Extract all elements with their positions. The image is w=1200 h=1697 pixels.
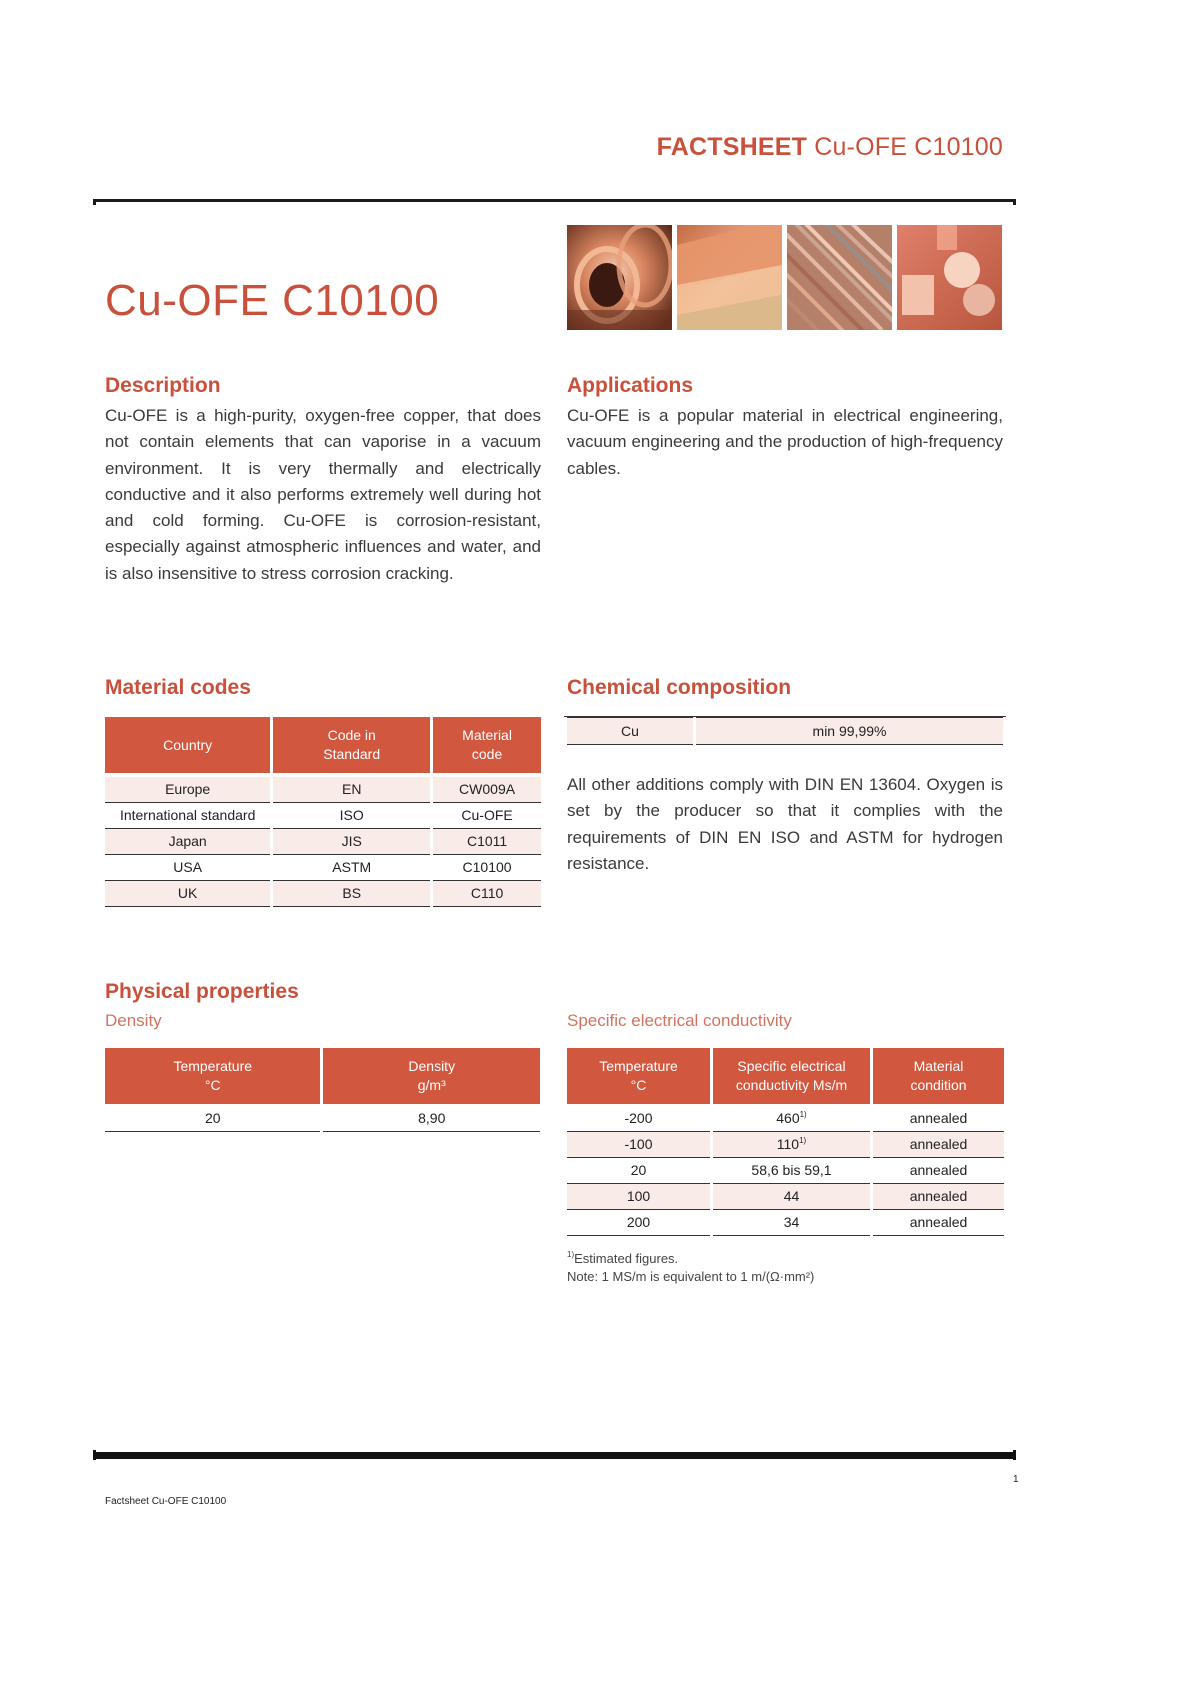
page-title: Cu-OFE C10100 bbox=[105, 276, 440, 325]
table-cell: USA bbox=[105, 855, 270, 881]
cell-value: 460 bbox=[776, 1110, 800, 1126]
table-cell: International standard bbox=[105, 803, 270, 829]
chemical-element: Cu bbox=[567, 717, 693, 745]
table-cell bbox=[713, 1184, 870, 1210]
footnote-marker: 1) bbox=[799, 1136, 807, 1145]
page-number: 1 bbox=[1013, 1474, 1019, 1485]
table-cell: JIS bbox=[273, 829, 430, 855]
factsheet-product: Cu-OFE C10100 bbox=[807, 133, 1003, 161]
material-codes-header-material: Material code bbox=[433, 717, 541, 773]
header-unit: condition bbox=[910, 1077, 967, 1093]
unit-note: Note: 1 MS/m is equivalent to 1 m/(Ω·mm²) bbox=[567, 1269, 815, 1284]
density-header-temperature bbox=[105, 1048, 320, 1104]
table-cell bbox=[713, 1158, 870, 1184]
table-row bbox=[567, 1184, 1004, 1210]
table-cell: BS bbox=[273, 881, 430, 907]
header-unit: °C bbox=[204, 1077, 221, 1093]
conductivity-header-condition bbox=[873, 1048, 1004, 1104]
table-row bbox=[105, 777, 541, 803]
footnote-text: Estimated figures. bbox=[574, 1251, 679, 1266]
table-cell: 8,90 bbox=[323, 1106, 540, 1132]
conductivity-subheading: Specific electrical conductivity bbox=[567, 1011, 792, 1030]
applications-heading: Applications bbox=[567, 374, 694, 397]
table-cell: 20 bbox=[567, 1158, 710, 1184]
material-codes-header-code: Code in Standard bbox=[273, 717, 430, 773]
copper-bars-image bbox=[897, 225, 1002, 330]
bottom-divider bbox=[93, 1452, 1016, 1459]
header-label: Density bbox=[408, 1058, 456, 1074]
conductivity-header-temperature bbox=[567, 1048, 710, 1104]
table-cell bbox=[713, 1210, 870, 1236]
table-row bbox=[567, 1132, 1004, 1158]
description-text: Cu-OFE is a high-purity, oxygen-free copper, that does not contain elements that can vaporise in a vacuum environment. It is very thermally and electrically conductive and it also performs extremely well during hot and cold forming. Cu-OFE is corrosion-resistant, especially against atmospheric influences and water, and is also insensitive to stress corrosion cracking. bbox=[105, 406, 541, 583]
cell-value: 34 bbox=[783, 1214, 800, 1230]
description-heading: Description bbox=[105, 374, 221, 397]
table-row bbox=[105, 829, 541, 855]
table-cell bbox=[713, 1132, 870, 1158]
chemical-composition-table bbox=[564, 716, 1006, 745]
chemical-value: min 99,99% bbox=[696, 717, 1003, 745]
table-cell: 20 bbox=[105, 1106, 320, 1132]
header-label: Temperature bbox=[599, 1058, 678, 1074]
table-cell: -100 bbox=[567, 1132, 710, 1158]
table-cell: CW009A bbox=[433, 777, 541, 803]
table-row bbox=[105, 881, 541, 907]
density-table bbox=[102, 1048, 543, 1132]
table-row bbox=[105, 1106, 540, 1132]
table-row bbox=[105, 803, 541, 829]
table-cell: C10100 bbox=[433, 855, 541, 881]
footnote bbox=[567, 1250, 678, 1268]
cell-value: 44 bbox=[783, 1188, 800, 1204]
table-row bbox=[567, 1106, 1004, 1132]
chemical-composition-text: All other additions comply with DIN EN 13604. Oxygen is set by the producer so that it complies with the requirements of DIN EN ISO and ASTM for hydrogen resistance. bbox=[567, 775, 1003, 873]
table-cell: ASTM bbox=[273, 855, 430, 881]
footnote-marker: 1) bbox=[567, 1250, 575, 1259]
table-row bbox=[567, 1158, 1004, 1184]
factsheet-label: FACTSHEET bbox=[656, 133, 808, 161]
table-cell: EN bbox=[273, 777, 430, 803]
header-unit: conductivity Ms/m bbox=[735, 1077, 848, 1093]
table-cell: C1011 bbox=[433, 829, 541, 855]
table-cell: annealed bbox=[873, 1132, 1004, 1158]
density-header-density bbox=[323, 1048, 540, 1104]
table-row bbox=[567, 717, 1003, 745]
header-label: Material bbox=[913, 1058, 964, 1074]
top-divider bbox=[93, 199, 1016, 202]
copper-wire-image bbox=[787, 225, 892, 330]
header-label: Specific electrical bbox=[737, 1058, 846, 1074]
table-cell: annealed bbox=[873, 1106, 1004, 1132]
table-row bbox=[567, 1210, 1004, 1236]
conductivity-table bbox=[564, 1048, 1007, 1236]
table-cell: UK bbox=[105, 881, 270, 907]
table-row bbox=[105, 855, 541, 881]
table-cell: -200 bbox=[567, 1106, 710, 1132]
density-subheading: Density bbox=[105, 1011, 162, 1030]
header-unit: °C bbox=[630, 1077, 647, 1093]
factsheet-header bbox=[657, 133, 1003, 162]
table-cell: annealed bbox=[873, 1158, 1004, 1184]
material-codes-header-country: Country bbox=[105, 717, 270, 773]
physical-properties-heading: Physical properties bbox=[105, 980, 299, 1003]
table-cell: ISO bbox=[273, 803, 430, 829]
conductivity-header-value bbox=[713, 1048, 870, 1104]
footnote-marker: 1) bbox=[799, 1110, 807, 1119]
header-label: Temperature bbox=[173, 1058, 253, 1074]
table-cell: Cu-OFE bbox=[433, 803, 541, 829]
applications-text: Cu-OFE is a popular material in electrical engineering, vacuum engineering and the production of high-frequency cables. bbox=[567, 406, 1003, 478]
chemical-composition-heading: Chemical composition bbox=[567, 676, 792, 699]
table-cell: annealed bbox=[873, 1210, 1004, 1236]
material-codes-table bbox=[102, 717, 544, 907]
cell-value: 58,6 bis 59,1 bbox=[751, 1162, 832, 1178]
table-cell: Europe bbox=[105, 777, 270, 803]
cell-value: 110 bbox=[776, 1136, 800, 1152]
copper-coil-image bbox=[567, 225, 672, 330]
table-cell: C110 bbox=[433, 881, 541, 907]
table-cell: 200 bbox=[567, 1210, 710, 1236]
table-cell: 100 bbox=[567, 1184, 710, 1210]
table-cell: Japan bbox=[105, 829, 270, 855]
table-cell bbox=[713, 1106, 870, 1132]
copper-plates-image bbox=[677, 225, 782, 330]
footer-text: Factsheet Cu-OFE C10100 bbox=[105, 1496, 227, 1507]
table-cell: annealed bbox=[873, 1184, 1004, 1210]
material-codes-heading: Material codes bbox=[105, 676, 251, 699]
header-unit: g/m³ bbox=[417, 1077, 446, 1093]
